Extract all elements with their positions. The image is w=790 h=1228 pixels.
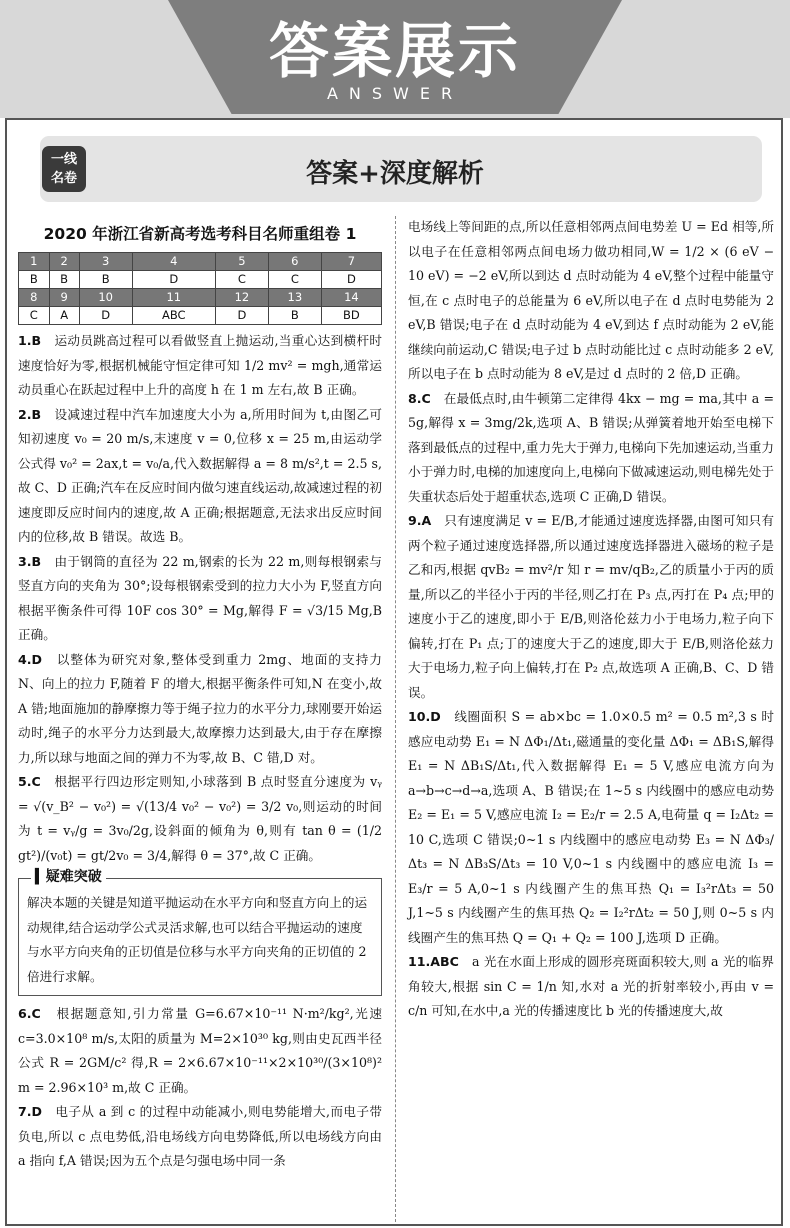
answer-number: 10.D bbox=[408, 709, 441, 724]
tip-title: ▍疑难突破 bbox=[31, 866, 106, 888]
answer-cell: A bbox=[49, 307, 79, 325]
answer-number: 4.D bbox=[18, 651, 43, 667]
answer-cell: C bbox=[268, 271, 321, 289]
right-column bbox=[408, 215, 774, 1024]
question-number-cell: 12 bbox=[215, 289, 268, 307]
answer-number: 9.A bbox=[408, 513, 432, 528]
answer-explanation: 以整体为研究对象,整体受到重力 2mg、地面的支持力 N、向上的拉力 F,随着 F 的增大,根据平衡条件可知,N 在变小,故 A 错;地面施加的静摩擦力等于绳子拉力的水平分力,球刚要开始运动时,绳子的水平分力达到最大,故摩擦力达到最大,由于存在摩擦力,所以球与地面之间的弹力不为零,故 B、C 错,D 对。 bbox=[18, 651, 382, 765]
answer-cell: B bbox=[19, 271, 50, 289]
banner-title: 答案展示 bbox=[269, 17, 521, 87]
question-number-cell: 11 bbox=[132, 289, 215, 307]
paper-title: 2020 年浙江省新高考选考科目名师重组卷 1 bbox=[43, 225, 357, 243]
answer-cell: D bbox=[132, 271, 215, 289]
badge-line2: 名卷 bbox=[50, 171, 77, 186]
section-title: 答案+深度解析 bbox=[306, 159, 484, 189]
question-number-cell: 10 bbox=[79, 289, 132, 307]
question-number-cell: 14 bbox=[321, 289, 381, 307]
answer-explanation: 根据题意知,引力常量 G=6.67×10⁻¹¹ N·m²/kg²,光速 c=3.0×10⁸ m/s,太阳的质量为 M=2×10³⁰ kg,则由史瓦西半径公式 R = 2GM/c² 得,R = 2×6.67×10⁻¹¹×2×10³⁰/(3×10⁸)² m = 2.96×10³ m,故 C 正确。 bbox=[18, 1006, 382, 1095]
answer-table-row bbox=[19, 253, 382, 271]
answer-explanation: 电子从 a 到 c 的过程中动能减小,则电势能增大,而电子带负电,所以 c 点电势低,沿电场线方向电势降低,所以电场线方向由 a 指向 f,A 错误;因为五个点是匀强电场中同一条 bbox=[18, 1104, 382, 1168]
answer-explanation: 只有速度满足 v = E/B,才能通过速度选择器,由图可知只有两个粒子通过速度选择器,所以通过速度选择器进入磁场的粒子是乙和丙,根据 qvB₂ = mv²/r 知 r = mv/qB₂,乙的质量小于丙的质量,所以乙的半径小于丙的半径,则乙打在 P₃ 点,丙打在 P₄ 点;甲的速度小于乙的速度,即小于 E/B,则洛伦兹力小于电场力,粒子向下偏转,打在 P₁ 点;丁的速度大于乙的速度,即大于 E/B,则洛伦兹力大于电场力,粒子向上偏转,打在 P₂ 点,故选项 A 正确,B、C、D 错误。 bbox=[408, 513, 774, 700]
answer-explanation: 线圈面积 S = ab×bc = 1.0×0.5 m² = 0.5 m²,3 s 时感应电动势 E₁ = N ΔΦ₁/Δt₁,磁通量的变化量 ΔΦ₁ = ΔB₁S,解得 E₁ = N ΔB₁S/Δt₁,代入数据解得 E₁ = 5 V,感应电流方向为 a→b→c→d→a,选项 A、B 错误;在 1~5 s 内线圈中的感应电动势 E₂ = E₁ = 5 V,感应电流 I₂ = E₂/r = 2.5 A,电荷量 q = I₂Δt₂ = 10 C,选项 C 错误;0~1 s 内线圈中的感应电动势 E₃ = N ΔΦ₃/Δt₃ = N ΔB₃S/Δt₃ = 10 V,0~1 s 内线圈中的感应电流 I₃ = E₃/r = 5 A,0~1 s 内线圈产生的焦耳热 Q₁ = I₃²rΔt₃ = 50 J,1~5 s 内线圈产生的焦耳热 Q₂ = I₂²rΔt₂ = 50 J,则 0~5 s 内线圈产生的焦耳热 Q = Q₁ + Q₂ = 100 J,选项 D 正确。 bbox=[408, 709, 774, 945]
answer-number: 7.D bbox=[18, 1104, 43, 1119]
answer-item bbox=[18, 1002, 382, 1100]
answer-item bbox=[408, 215, 774, 387]
answer-item bbox=[408, 950, 774, 1024]
answer-cell: D bbox=[215, 307, 268, 325]
question-number-cell: 3 bbox=[79, 253, 132, 271]
answer-explanation: 电场线上等间距的点,所以任意相邻两点间电势差 U = Ed 相等,所以电子在任意相邻两点间电场力做功相同,W = 1/2 × (6 eV − 10 eV) = −2 eV,所以到达 d 点时动能为 4 eV,整个过程中能量守恒,在 c 点时电子的总能量为 6 eV,所以电子在 d 点时电势能为 2 eV,B 错误;电子在 d 点时动能为 4 eV,到达 f 点时动能为 2 eV,能继续向前运动,C 错误;电子过 b 点时动能比过 c 点时动能多 2 eV,所以电子在 b 点时动能为 8 eV,是过 d 点时的 2 倍,D 正确。 bbox=[408, 219, 774, 381]
question-number-cell: 4 bbox=[132, 253, 215, 271]
answer-explanation: 根据平行四边形定则知,小球落到 B 点时竖直分速度为 vᵧ = √(v_B² − v₀²) = √(13/4 v₀² − v₀²) = 3/2 v₀,则运动的时间为 t = vᵧ/g = 3v₀/2g,设斜面的倾角为 θ,则有 tan θ = (1/2 gt²)/(v₀t) = gt/2v₀ = 3/4,解得 θ = 37°,故 C 正确。 bbox=[18, 774, 382, 863]
answer-cell: BD bbox=[321, 307, 381, 325]
badge-line1: 一线 bbox=[50, 152, 77, 167]
answer-item bbox=[408, 387, 774, 510]
answer-table-row bbox=[19, 289, 382, 307]
answer-item bbox=[18, 403, 382, 550]
answer-number: 6.C bbox=[18, 1006, 41, 1021]
tip-box bbox=[18, 869, 382, 996]
answer-cell: C bbox=[19, 307, 50, 325]
answer-item bbox=[408, 705, 774, 950]
answer-item bbox=[408, 509, 774, 705]
top-banner bbox=[0, 0, 790, 118]
answer-number: 5.C bbox=[18, 774, 41, 789]
answer-explanation: 设减速过程中汽车加速度大小为 a,所用时间为 t,由图乙可知初速度 v₀ = 20 m/s,末速度 v = 0,位移 x = 25 m,由运动学公式得 v₀² = 2ax,t = v₀/a,代入数据解得 a = 8 m/s²,t = 2.5 s,故 C、D 正确;汽车在反应时间内做匀速直线运动,故减速过程的初速度即反应时间内的速度,故 A 正确;根据题意,无法求出反应时间内的位移,故 B 错误。故选 B。 bbox=[18, 406, 382, 544]
answer-number: 2.B bbox=[18, 406, 42, 422]
answer-number: 1.B bbox=[18, 333, 42, 348]
answer-explanation: 运动员跳高过程可以看做竖直上抛运动,当重心达到横杆时速度恰好为零,根据机械能守恒定律可知 1/2 mv² = mgh,通常运动员重心在跃起过程中上升的高度 h 在 1 m 左右,故 B 正确。 bbox=[18, 333, 382, 397]
answer-item bbox=[18, 648, 382, 771]
question-number-cell: 9 bbox=[49, 289, 79, 307]
answer-number: 3.B bbox=[18, 553, 42, 569]
answer-item bbox=[18, 770, 382, 868]
column-divider bbox=[395, 216, 396, 1222]
question-number-cell: 5 bbox=[215, 253, 268, 271]
question-number-cell: 1 bbox=[19, 253, 50, 271]
answer-explanation: a 光在水面上形成的圆形亮斑面积较大,则 a 光的临界角较大,根据 sin C = 1/n 知,水对 a 光的折射率较小,再由 v = c/n 可知,在水中,a 光的传播速度比 b 光的传播速度大,故 bbox=[408, 954, 775, 1018]
question-number-cell: 2 bbox=[49, 253, 79, 271]
answer-cell: B bbox=[49, 271, 79, 289]
answer-explanation: 在最低点时,由牛顿第二定律得 4kx − mg = ma,其中 a = 5g,解得 x = 3mg/2k,选项 A、B 错误;从弹簧着地开始至电梯下落到最低点的过程中,重力先大于弹力,电梯向下先加速运动,当重力小于弹力时,电梯的加速度向上,电梯向下做减速运动,则电梯先处于失重状态后处于超重状态,选项 C 正确,D 错误。 bbox=[408, 390, 775, 504]
answer-table-row bbox=[19, 271, 382, 289]
tip-text: 解决本题的关键是知道平抛运动在水平方向和竖直方向上的运动规律,结合运动学公式灵活求解,也可以结合平抛运动的速度与水平方向夹角的正切值是位移与水平方向夹角的正切值的 2 倍进行求解。 bbox=[27, 895, 368, 984]
answer-item bbox=[18, 550, 382, 648]
answer-cell: C bbox=[215, 271, 268, 289]
answer-number: 11.ABC bbox=[408, 954, 459, 969]
answer-table bbox=[18, 252, 382, 325]
answer-number: 8.C bbox=[408, 390, 431, 406]
right-answers bbox=[408, 215, 774, 1024]
answer-table-row bbox=[19, 307, 382, 325]
answer-explanation: 由于钢筒的直径为 22 m,钢索的长为 22 m,则每根钢索与竖直方向的夹角为 30°;设每根钢索受到的拉力大小为 F,竖直方向根据平衡条件可得 10F cos 30° = Mg,解得 F = √3/15 Mg,B 正确。 bbox=[18, 553, 383, 642]
question-number-cell: 8 bbox=[19, 289, 50, 307]
answer-cell: B bbox=[79, 271, 132, 289]
banner-subtitle: ANSWER bbox=[326, 84, 464, 103]
question-number-cell: 6 bbox=[268, 253, 321, 271]
left-answers-2 bbox=[18, 1002, 382, 1174]
answer-cell: B bbox=[268, 307, 321, 325]
answer-cell: D bbox=[321, 271, 381, 289]
answer-item bbox=[18, 329, 382, 403]
left-answers bbox=[18, 329, 382, 868]
question-number-cell: 13 bbox=[268, 289, 321, 307]
question-number-cell: 7 bbox=[321, 253, 381, 271]
answer-cell: ABC bbox=[132, 307, 215, 325]
left-column bbox=[18, 220, 382, 1174]
answer-cell: D bbox=[79, 307, 132, 325]
tip-title-text: 疑难突破 bbox=[45, 869, 102, 885]
answer-item bbox=[18, 1100, 382, 1174]
